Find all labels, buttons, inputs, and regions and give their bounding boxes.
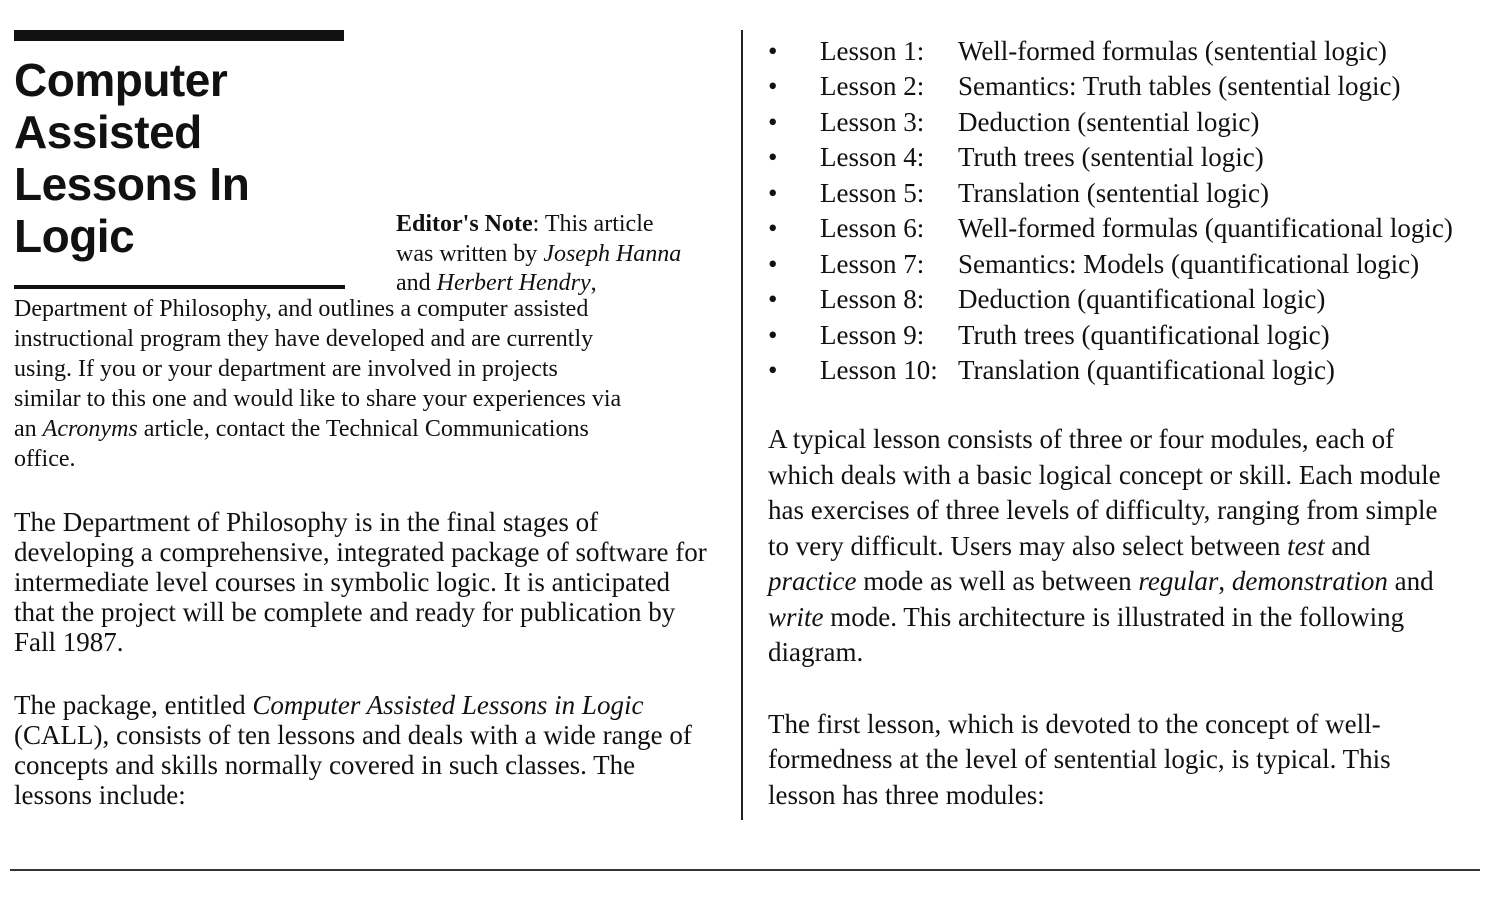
bullet: • [768,107,778,137]
lesson-number: Lesson 4: [820,142,925,172]
title-line: Logic [14,210,135,262]
paragraph-line: intermediate level courses in symbolic logic. It is anticipated [14,567,671,597]
lesson-topic: Semantics: Models (quantificational logic) [958,249,1420,279]
editors-note-text: : This article [532,211,654,237]
lesson-topic: Translation (sentential logic) [958,178,1269,208]
intro-line: similar to this one and would like to share your experiences via [14,386,622,412]
editors-note-text: was written by [396,241,544,267]
paragraph-line: formedness at the level of sentential logic, is typical. This [768,744,1391,774]
lesson-number: Lesson 3: [820,107,925,137]
paragraph-line: lessons include: [14,780,186,810]
paragraph-line: The Department of Philosophy is in the final stages of [14,507,599,537]
bullet: • [768,249,778,279]
title-line: Lessons In [14,158,250,210]
paragraph-line [14,690,643,720]
paragraph-line: A typical lesson consists of three or four modules, each of [768,424,1395,454]
paragraph-line: lesson has three modules: [768,780,1045,810]
lesson-number: Lesson 2: [820,71,925,101]
paragraph-text: to very difficult. Users may also select between [768,531,1288,561]
paragraph-text: and [1324,531,1371,561]
bullet: • [768,355,778,385]
package-title: Computer Assisted Lessons in Logic [252,690,644,720]
editors-note-line-1 [396,209,654,239]
paragraph-line: (CALL), consists of ten lessons and deals with a wide range of [14,720,692,750]
intro-line: Department of Philosophy, and outlines a computer assisted [14,296,589,322]
intro-line: office. [14,446,76,472]
bottom-rule [10,869,1480,871]
title-line: Computer [14,54,228,106]
publication-name: Acronyms [42,416,138,442]
bullet: • [768,320,778,350]
mode-term: test [1287,531,1325,561]
editors-note-line-2 [396,239,681,269]
article-title [14,54,344,262]
lesson-topic: Deduction (sentential logic) [958,107,1260,137]
bullet: • [768,71,778,101]
paragraph-line: which deals with a basic logical concept or skill. Each module [768,460,1441,490]
lesson-number: Lesson 6: [820,213,925,243]
paragraph-line [768,531,1370,561]
lesson-number: Lesson 7: [820,249,925,279]
mode-term: write [768,602,824,632]
paragraph-line: that the project will be complete and ready for publication by [14,597,676,627]
lesson-number: Lesson 9: [820,320,925,350]
paragraph-line: has exercises of three levels of difficulty, ranging from simple [768,495,1438,525]
lesson-number: Lesson 1: [820,36,925,66]
paragraph-text: mode. This architecture is illustrated in the following [823,602,1405,632]
lesson-topic: Semantics: Truth tables (sentential logic) [958,71,1401,101]
editors-note-text: , [590,270,597,296]
heading-rule-top [14,30,344,41]
paragraph-line [768,566,1434,596]
mode-term: regular [1138,566,1219,596]
paragraph-line: developing a comprehensive, integrated package of software for [14,537,707,567]
intro-line [14,414,589,444]
intro-text: article, contact the Technical Communications [137,416,589,442]
paragraph-line: The first lesson, which is devoted to the concept of well- [768,709,1381,739]
bullet: • [768,178,778,208]
lesson-topic: Well-formed formulas (quantificational logic) [958,213,1453,243]
lesson-topic: Translation (quantificational logic) [958,355,1335,385]
intro-line: instructional program they have developed and are currently [14,326,594,352]
paragraph-text: and [1387,566,1434,596]
mode-term: demonstration [1231,566,1388,596]
paragraph-line [768,602,1404,632]
lesson-topic: Deduction (quantificational logic) [958,284,1326,314]
editors-note-label: Editor's Note [396,211,533,237]
lesson-number: Lesson 8: [820,284,925,314]
bullet: • [768,284,778,314]
paragraph-text: mode as well as between [856,566,1139,596]
column-divider [741,30,743,820]
paragraph-line: Fall 1987. [14,627,124,657]
lesson-topic: Well-formed formulas (sentential logic) [958,36,1387,66]
paragraph-line: concepts and skills normally covered in such classes. The [14,750,636,780]
lesson-topic: Truth trees (sentential logic) [958,142,1264,172]
bullet: • [768,213,778,243]
paragraph-line: diagram. [768,637,864,667]
author-name: Joseph Hanna [543,241,682,267]
lesson-topic: Truth trees (quantificational logic) [958,320,1330,350]
bullet: • [768,36,778,66]
paragraph-text: The package, entitled [14,690,253,720]
lesson-number: Lesson 5: [820,178,925,208]
editors-note-text: and [396,270,437,296]
intro-line: using. If you or your department are involved in projects [14,356,558,382]
bullet: • [768,142,778,172]
author-name: Herbert Hendry [436,270,591,296]
heading-rule-bottom [14,285,345,289]
paragraph-text: , [1218,566,1232,596]
intro-text: an [14,416,43,442]
mode-term: practice [768,566,857,596]
title-line: Assisted [14,106,202,158]
lesson-number: Lesson 10: [820,355,938,385]
